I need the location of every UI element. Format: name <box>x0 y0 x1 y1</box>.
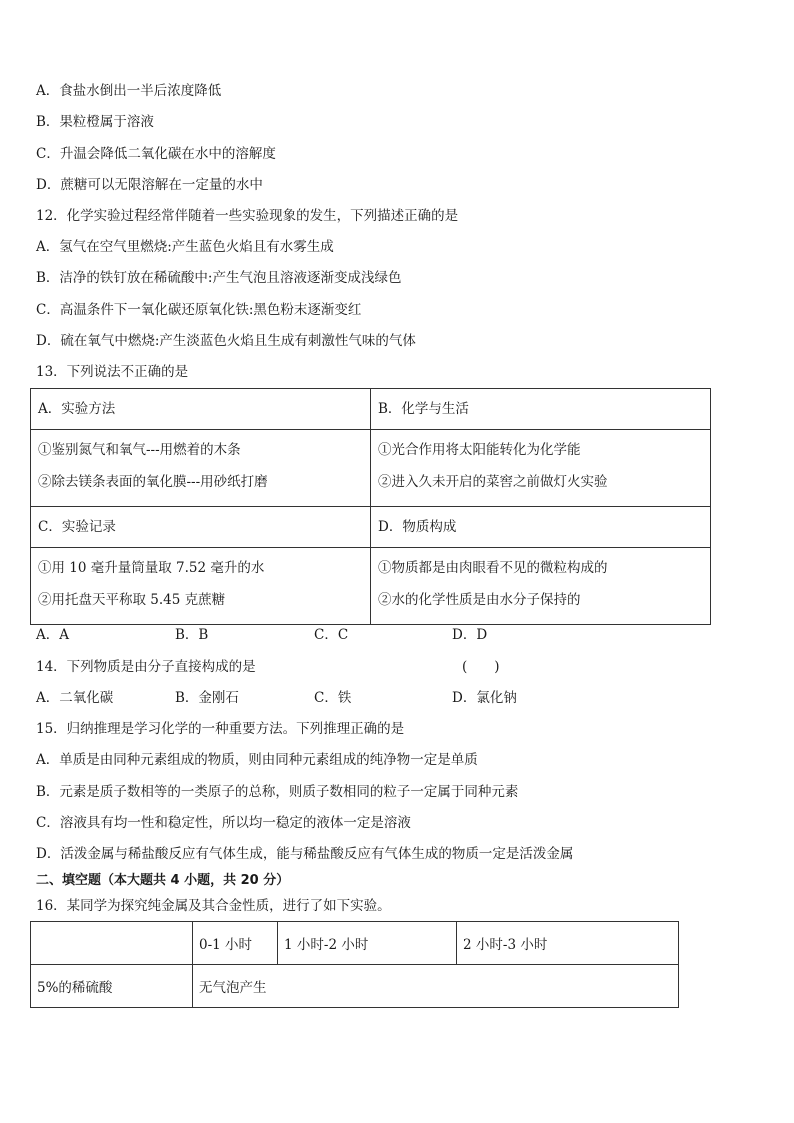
q16-header-1-2: 1 小时-2 小时 <box>278 922 457 965</box>
q13-b-line-1: ①光合作用将太阳能转化为化学能 <box>378 442 581 458</box>
q11-option-c: C．升温会降低二氧化碳在水中的溶解度 <box>36 146 276 162</box>
q12-option-b: B．洁净的铁钉放在稀硫酸中:产生气泡且溶液逐渐变成浅绿色 <box>36 270 402 286</box>
q13-cell-a-head: A．实验方法 <box>31 389 371 430</box>
q12-option-a: A．氢气在空气里燃烧:产生蓝色火焰且有水雾生成 <box>36 239 334 255</box>
q15-option-c: C．溶液具有均一性和稳定性，所以均一稳定的液体一定是溶液 <box>36 815 411 831</box>
q13-cell-c-body <box>31 548 371 625</box>
q13-table <box>30 388 711 625</box>
q15-stem: 15．归纳推理是学习化学的一种重要方法。下列推理正确的是 <box>36 721 405 737</box>
q13-a-line-2: ②除去镁条表面的氧化膜---用砂纸打磨 <box>38 474 268 490</box>
q14-stem: 14．下列物质是由分子直接构成的是 <box>36 659 256 675</box>
q16-table <box>30 921 679 1008</box>
q13-cell-b-body <box>371 430 711 507</box>
q13-cell-b-head: B．化学与生活 <box>371 389 711 430</box>
q13-cell-d-body <box>371 548 711 625</box>
q13-a-line-1: ①鉴别氮气和氧气---用燃着的木条 <box>38 442 241 458</box>
q15-option-a: A．单质是由同种元素组成的物质，则由同种元素组成的纯净物一定是单质 <box>36 752 478 768</box>
q13-d-line-2: ②水的化学性质是由水分子保持的 <box>378 592 581 608</box>
q13-option-a: A．A <box>36 627 69 643</box>
q11-option-b: B．果粒橙属于溶液 <box>36 114 154 130</box>
q13-c-line-1: ①用 10 毫升量筒量取 7.52 毫升的水 <box>38 560 265 576</box>
q13-cell-d-head: D．物质构成 <box>371 507 711 548</box>
q12-option-c: C．高温条件下一氧化碳还原氧化铁:黑色粉末逐渐变红 <box>36 302 362 318</box>
q14-answer-blank: ( ) <box>462 659 500 675</box>
q14-option-b: B．金刚石 <box>175 690 239 706</box>
q12-stem: 12．化学实验过程经常伴随着一些实验现象的发生，下列描述正确的是 <box>36 208 459 224</box>
q13-stem: 13．下列说法不正确的是 <box>36 364 189 380</box>
q12-option-d: D．硫在氧气中燃烧:产生淡蓝色火焰且生成有刺激性气味的气体 <box>36 333 416 349</box>
q13-cell-a-body <box>31 430 371 507</box>
q14-option-a: A．二氧化碳 <box>36 690 114 706</box>
q16-row-value: 无气泡产生 <box>193 965 679 1008</box>
section-heading: 二、填空题（本大题共 4 小题，共 20 分） <box>36 873 290 888</box>
q14-option-c: C．铁 <box>314 690 352 706</box>
q15-option-b: B．元素是质子数相等的一类原子的总称，则质子数相同的粒子一定属于同种元素 <box>36 784 519 800</box>
q15-option-d: D．活泼金属与稀盐酸反应有气体生成，能与稀盐酸反应有气体生成的物质一定是活泼金属 <box>36 846 574 862</box>
q14-option-d: D．氯化钠 <box>452 690 517 706</box>
q13-option-b: B．B <box>175 627 209 643</box>
q11-option-d: D．蔗糖可以无限溶解在一定量的水中 <box>36 177 263 193</box>
q11-option-a: A．食盐水倒出一半后浓度降低 <box>36 83 222 99</box>
q16-header-empty <box>31 922 193 965</box>
q16-stem: 16．某同学为探究纯金属及其合金性质，进行了如下实验。 <box>36 898 391 914</box>
q13-b-line-2: ②进入久未开启的菜窖之前做灯火实验 <box>378 474 608 490</box>
q13-cell-c-head: C．实验记录 <box>31 507 371 548</box>
q13-c-line-2: ②用托盘天平称取 5.45 克蔗糖 <box>38 592 226 608</box>
q16-row-label: 5%的稀硫酸 <box>31 965 193 1008</box>
q13-d-line-1: ①物质都是由肉眼看不见的微粒构成的 <box>378 560 608 576</box>
q13-option-c: C．C <box>314 627 349 643</box>
q13-option-d: D．D <box>452 627 488 643</box>
q16-header-0-1: 0-1 小时 <box>193 922 278 965</box>
q16-header-2-3: 2 小时-3 小时 <box>457 922 679 965</box>
